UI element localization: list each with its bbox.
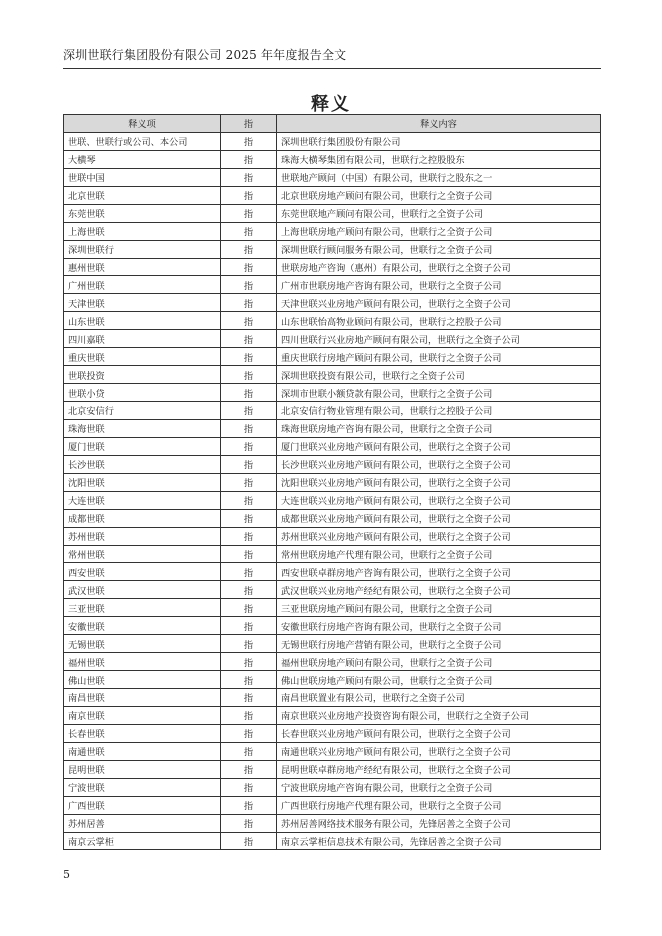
table-row <box>64 419 601 437</box>
term-cell: 武汉世联 <box>64 581 221 599</box>
table-row <box>64 509 601 527</box>
refers-cell: 指 <box>221 814 277 832</box>
refers-cell: 指 <box>221 384 277 402</box>
definition-cell: 深圳市世联小额贷款有限公司，世联行之全资子公司 <box>277 384 601 402</box>
term-cell: 天津世联 <box>64 294 221 312</box>
table-row <box>64 402 601 420</box>
table-row <box>64 186 601 204</box>
term-cell: 深圳世联行 <box>64 240 221 258</box>
table-row <box>64 312 601 330</box>
term-cell: 南昌世联 <box>64 689 221 707</box>
table-row <box>64 545 601 563</box>
term-cell: 大连世联 <box>64 491 221 509</box>
table-row <box>64 168 601 186</box>
table-row <box>64 742 601 760</box>
refers-cell: 指 <box>221 294 277 312</box>
definition-cell: 深圳世联行顾问服务有限公司，世联行之全资子公司 <box>277 240 601 258</box>
refers-cell: 指 <box>221 545 277 563</box>
column-header-definition: 释义内容 <box>277 115 601 133</box>
definition-cell: 武汉世联兴业房地产经纪有限公司，世联行之全资子公司 <box>277 581 601 599</box>
definition-cell: 宁波世联房地产咨询有限公司，世联行之全资子公司 <box>277 778 601 796</box>
table-row <box>64 132 601 150</box>
table-row <box>64 437 601 455</box>
definition-cell: 珠海大横琴集团有限公司，世联行之控股股东 <box>277 150 601 168</box>
table-row <box>64 491 601 509</box>
definition-cell: 深圳世联投资有限公司，世联行之全资子公司 <box>277 366 601 384</box>
term-cell: 苏州居善 <box>64 814 221 832</box>
term-cell: 昆明世联 <box>64 760 221 778</box>
term-cell: 沈阳世联 <box>64 473 221 491</box>
definition-cell: 世联地产顾问（中国）有限公司，世联行之股东之一 <box>277 168 601 186</box>
term-cell: 北京世联 <box>64 186 221 204</box>
refers-cell: 指 <box>221 150 277 168</box>
table-row <box>64 455 601 473</box>
term-cell: 世联小贷 <box>64 384 221 402</box>
refers-cell: 指 <box>221 832 277 850</box>
table-row <box>64 384 601 402</box>
definition-cell: 厦门世联兴业房地产顾问有限公司，世联行之全资子公司 <box>277 437 601 455</box>
definition-cell: 沈阳世联兴业房地产顾问有限公司，世联行之全资子公司 <box>277 473 601 491</box>
term-cell: 长沙世联 <box>64 455 221 473</box>
table-row <box>64 832 601 850</box>
definition-cell: 苏州世联兴业房地产顾问有限公司，世联行之全资子公司 <box>277 527 601 545</box>
definition-cell: 世联房地产咨询（惠州）有限公司，世联行之全资子公司 <box>277 258 601 276</box>
refers-cell: 指 <box>221 402 277 420</box>
refers-cell: 指 <box>221 671 277 689</box>
refers-cell: 指 <box>221 599 277 617</box>
table-row <box>64 276 601 294</box>
term-cell: 珠海世联 <box>64 419 221 437</box>
refers-cell: 指 <box>221 491 277 509</box>
term-cell: 世联中国 <box>64 168 221 186</box>
table-row <box>64 599 601 617</box>
refers-cell: 指 <box>221 778 277 796</box>
refers-cell: 指 <box>221 563 277 581</box>
refers-cell: 指 <box>221 689 277 707</box>
table-row <box>64 204 601 222</box>
definition-cell: 福州世联房地产顾问有限公司，世联行之全资子公司 <box>277 653 601 671</box>
refers-cell: 指 <box>221 222 277 240</box>
table-row <box>64 814 601 832</box>
term-cell: 常州世联 <box>64 545 221 563</box>
term-cell: 苏州世联 <box>64 527 221 545</box>
table-row <box>64 330 601 348</box>
page-number: 5 <box>63 868 70 881</box>
term-cell: 大横琴 <box>64 150 221 168</box>
term-cell: 无锡世联 <box>64 635 221 653</box>
refers-cell: 指 <box>221 168 277 186</box>
refers-cell: 指 <box>221 724 277 742</box>
table-row <box>64 706 601 724</box>
refers-cell: 指 <box>221 760 277 778</box>
table-row <box>64 222 601 240</box>
definition-cell: 南通世联兴业房地产顾问有限公司，世联行之全资子公司 <box>277 742 601 760</box>
definition-cell: 安徽世联行房地产咨询有限公司，世联行之全资子公司 <box>277 617 601 635</box>
definition-cell: 南京云掌柜信息技术有限公司，先锋居善之全资子公司 <box>277 832 601 850</box>
term-cell: 厦门世联 <box>64 437 221 455</box>
term-cell: 成都世联 <box>64 509 221 527</box>
refers-cell: 指 <box>221 706 277 724</box>
page-header: 深圳世联行集团股份有限公司 2025 年年度报告全文 <box>63 46 601 69</box>
definition-cell: 四川世联行兴业房地产顾问有限公司，世联行之全资子公司 <box>277 330 601 348</box>
definition-cell: 北京安信行物业管理有限公司，世联行之控股子公司 <box>277 402 601 420</box>
definition-cell: 广西世联行房地产代理有限公司，世联行之全资子公司 <box>277 796 601 814</box>
definition-cell: 天津世联兴业房地产顾问有限公司，世联行之全资子公司 <box>277 294 601 312</box>
term-cell: 广西世联 <box>64 796 221 814</box>
definition-cell: 西安世联卓群房地产咨询有限公司，世联行之全资子公司 <box>277 563 601 581</box>
table-row <box>64 778 601 796</box>
definition-cell: 长春世联兴业房地产顾问有限公司，世联行之全资子公司 <box>277 724 601 742</box>
definition-cell: 南昌世联置业有限公司，世联行之全资子公司 <box>277 689 601 707</box>
table-row <box>64 671 601 689</box>
refers-cell: 指 <box>221 186 277 204</box>
term-cell: 南通世联 <box>64 742 221 760</box>
definition-cell: 深圳世联行集团股份有限公司 <box>277 132 601 150</box>
term-cell: 福州世联 <box>64 653 221 671</box>
definition-cell: 无锡世联行房地产营销有限公司，世联行之全资子公司 <box>277 635 601 653</box>
table-row <box>64 617 601 635</box>
term-cell: 宁波世联 <box>64 778 221 796</box>
refers-cell: 指 <box>221 742 277 760</box>
refers-cell: 指 <box>221 473 277 491</box>
definitions-table <box>63 114 601 850</box>
refers-cell: 指 <box>221 330 277 348</box>
definition-cell: 北京世联房地产顾问有限公司，世联行之全资子公司 <box>277 186 601 204</box>
table-row <box>64 689 601 707</box>
definition-cell: 珠海世联房地产咨询有限公司，世联行之全资子公司 <box>277 419 601 437</box>
term-cell: 世联、世联行或公司、本公司 <box>64 132 221 150</box>
table-row <box>64 294 601 312</box>
refers-cell: 指 <box>221 132 277 150</box>
refers-cell: 指 <box>221 419 277 437</box>
definition-cell: 三亚世联房地产顾问有限公司，世联行之全资子公司 <box>277 599 601 617</box>
definition-cell: 苏州居善网络技术服务有限公司，先锋居善之全资子公司 <box>277 814 601 832</box>
definition-cell: 重庆世联行房地产顾问有限公司，世联行之全资子公司 <box>277 348 601 366</box>
definition-cell: 大连世联兴业房地产顾问有限公司，世联行之全资子公司 <box>277 491 601 509</box>
table-row <box>64 563 601 581</box>
table-row <box>64 796 601 814</box>
refers-cell: 指 <box>221 366 277 384</box>
refers-cell: 指 <box>221 276 277 294</box>
refers-cell: 指 <box>221 455 277 473</box>
table-row <box>64 724 601 742</box>
refers-cell: 指 <box>221 437 277 455</box>
term-cell: 惠州世联 <box>64 258 221 276</box>
term-cell: 三亚世联 <box>64 599 221 617</box>
refers-cell: 指 <box>221 258 277 276</box>
refers-cell: 指 <box>221 617 277 635</box>
term-cell: 山东世联 <box>64 312 221 330</box>
refers-cell: 指 <box>221 635 277 653</box>
term-cell: 北京安信行 <box>64 402 221 420</box>
term-cell: 广州世联 <box>64 276 221 294</box>
definition-cell: 上海世联房地产顾问有限公司，世联行之全资子公司 <box>277 222 601 240</box>
term-cell: 西安世联 <box>64 563 221 581</box>
table-row <box>64 635 601 653</box>
term-cell: 南京世联 <box>64 706 221 724</box>
definition-cell: 东莞世联地产顾问有限公司，世联行之全资子公司 <box>277 204 601 222</box>
table-row <box>64 653 601 671</box>
definition-cell: 佛山世联房地产顾问有限公司，世联行之全资子公司 <box>277 671 601 689</box>
term-cell: 佛山世联 <box>64 671 221 689</box>
refers-cell: 指 <box>221 581 277 599</box>
refers-cell: 指 <box>221 312 277 330</box>
refers-cell: 指 <box>221 348 277 366</box>
definition-cell: 长沙世联兴业房地产顾问有限公司，世联行之全资子公司 <box>277 455 601 473</box>
table-row <box>64 366 601 384</box>
column-header-refers: 指 <box>221 115 277 133</box>
term-cell: 东莞世联 <box>64 204 221 222</box>
term-cell: 四川嘉联 <box>64 330 221 348</box>
table-row <box>64 473 601 491</box>
refers-cell: 指 <box>221 527 277 545</box>
table-row <box>64 258 601 276</box>
refers-cell: 指 <box>221 509 277 527</box>
definition-cell: 南京世联兴业房地产投资咨询有限公司，世联行之全资子公司 <box>277 706 601 724</box>
table-row <box>64 240 601 258</box>
term-cell: 世联投资 <box>64 366 221 384</box>
table-row <box>64 348 601 366</box>
definition-cell: 山东世联怡高物业顾问有限公司，世联行之控股子公司 <box>277 312 601 330</box>
refers-cell: 指 <box>221 204 277 222</box>
term-cell: 上海世联 <box>64 222 221 240</box>
table-header-row <box>64 115 601 133</box>
table-row <box>64 150 601 168</box>
definition-cell: 广州市世联房地产咨询有限公司，世联行之全资子公司 <box>277 276 601 294</box>
refers-cell: 指 <box>221 653 277 671</box>
table-row <box>64 581 601 599</box>
term-cell: 南京云掌柜 <box>64 832 221 850</box>
definition-cell: 昆明世联卓群房地产经纪有限公司，世联行之全资子公司 <box>277 760 601 778</box>
term-cell: 长春世联 <box>64 724 221 742</box>
column-header-term: 释义项 <box>64 115 221 133</box>
term-cell: 重庆世联 <box>64 348 221 366</box>
definition-cell: 成都世联兴业房地产顾问有限公司，世联行之全资子公司 <box>277 509 601 527</box>
refers-cell: 指 <box>221 796 277 814</box>
table-row <box>64 760 601 778</box>
term-cell: 安徽世联 <box>64 617 221 635</box>
refers-cell: 指 <box>221 240 277 258</box>
table-row <box>64 527 601 545</box>
definition-cell: 常州世联房地产代理有限公司，世联行之全资子公司 <box>277 545 601 563</box>
page-title: 释义 <box>311 94 351 115</box>
